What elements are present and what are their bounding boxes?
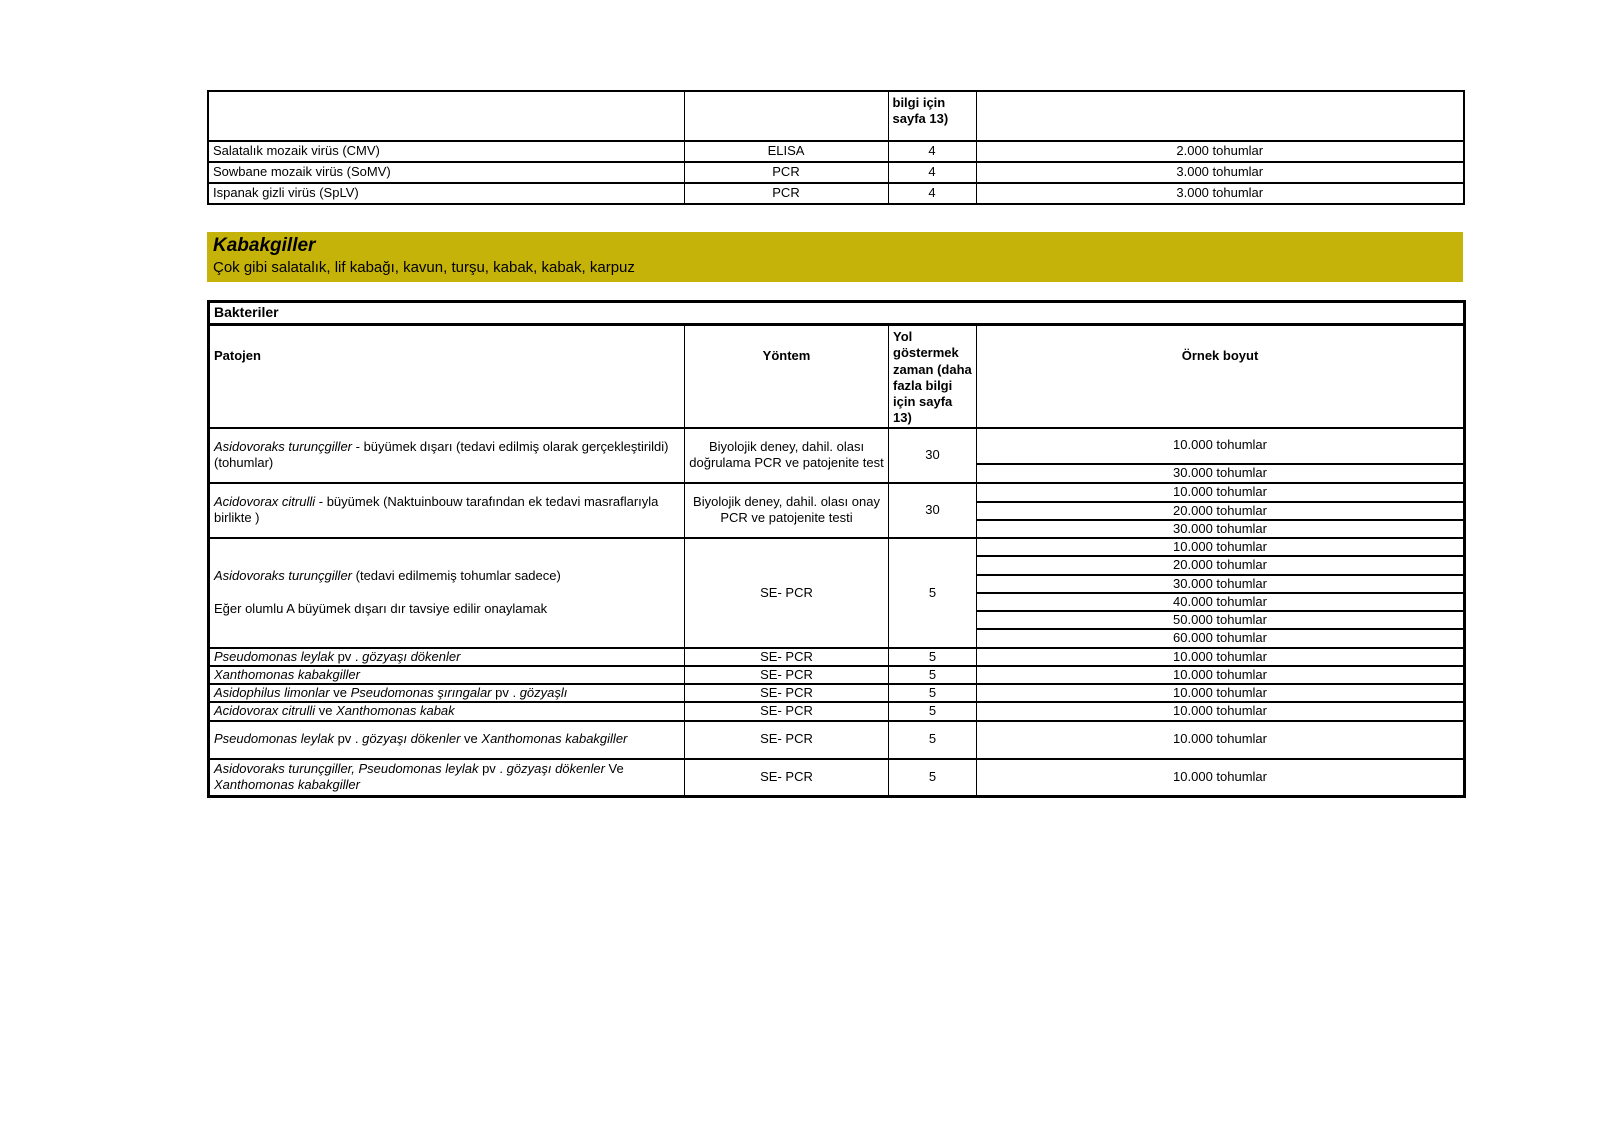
species-name: Acidovorax citrulli [214,703,316,719]
time-cell: 4 [888,183,976,204]
species-name: Xanthomonas kabakgiller [214,666,360,682]
bacteria-row [209,721,1465,759]
pathogen-cell [209,483,685,539]
method-column-header: Yöntem [685,325,889,428]
bacteria-row [209,684,1465,702]
sample-size-cell: 20.000 tohumlar [977,502,1465,520]
sample-header-cell-empty [976,91,1464,141]
plain-text: ve [329,685,351,700]
bacteria-row [209,759,1465,797]
pathogen-cell [209,684,685,702]
sample-cell: 3.000 tohumlar [976,162,1464,183]
bacteria-row [209,648,1465,666]
sample-size-cell: 30.000 tohumlar [977,520,1465,538]
virus-table [207,90,1465,205]
sample-size-cell: 40.000 tohumlar [977,593,1465,611]
pathogen-cell [209,721,685,759]
species-name: Xanthomonas kabakgiller [214,777,360,793]
method-cell: Biyolojik deney, dahil. olası doğrulama PCR ve patojenite test [685,428,889,483]
time-cell: 5 [889,684,977,702]
method-cell: SE- PCR [685,684,889,702]
plain-text: ve [460,731,482,747]
method-cell: SE- PCR [685,702,889,720]
sample-size-cell: 10.000 tohumlar [977,759,1465,797]
species-name: Acidovorax citrulli [214,494,319,509]
method-cell: SE- PCR [685,538,889,648]
method-cell: SE- PCR [685,759,889,797]
species-name: Pseudomonas leylak [214,648,334,664]
sample-size-cell: 10.000 tohumlar [977,428,1465,464]
pathogen-cell: Sowbane mozaik virüs (SoMV) [208,162,684,183]
pathogen-cell [209,759,685,797]
plain-text: pv . [333,648,363,664]
sample-column-header: Örnek boyut [977,325,1465,428]
bacteria-row [209,538,1465,556]
time-cell: 4 [888,162,976,183]
species-name: Asidophilus limonlar [214,685,330,700]
time-cell: 5 [889,702,977,720]
plain-text: - büyümek (Naktuinbouw tarafından ek tedavi masraflarıyla birlikte ) [214,494,659,526]
plain-text: pv . [478,761,507,776]
sample-size-cell: 10.000 tohumlar [977,721,1465,759]
bacteria-row [209,666,1465,684]
sample-size-cell: 10.000 tohumlar [977,483,1465,502]
bacteria-table-body [209,302,1465,797]
virus-row [208,141,1464,162]
pathogen-header-cell-empty [208,91,684,141]
plain-text: - büyümek dışarı (tedavi edilmiş olarak gerçekleştirildi) (tohumlar) [214,438,669,470]
pathogen-cell [209,666,685,684]
time-cell: 30 [889,428,977,483]
time-cell: 5 [889,666,977,684]
virus-row [208,183,1464,204]
species-name: gözyaşı dökenler [362,648,461,664]
pathogen-cell [209,428,685,483]
method-header-cell-empty [684,91,888,141]
species-name: Pseudomonas leylak [214,731,334,747]
pathogen-cell: Salatalık mozaik virüs (CMV) [208,141,684,162]
bacteria-row [209,428,1465,464]
time-cell: 5 [889,648,977,666]
pathogen-cell: Ispanak gizli virüs (SpLV) [208,183,684,204]
sample-size-cell: 10.000 tohumlar [977,702,1465,720]
section-band [207,232,1463,282]
sample-size-cell: 60.000 tohumlar [977,629,1465,647]
sample-size-cell: 30.000 tohumlar [977,575,1465,593]
species-name: gözyaşlı [519,685,568,700]
time-cell: 4 [888,141,976,162]
time-cell: 5 [889,538,977,648]
time-cell: 30 [889,483,977,539]
sample-size-cell: 50.000 tohumlar [977,611,1465,629]
bacteria-section-row [209,302,1465,325]
sample-size-cell: 10.000 tohumlar [977,648,1465,666]
species-name: Pseudomonas şırıngalar [350,685,492,700]
time-cell: 5 [889,721,977,759]
sample-size-cell: 20.000 tohumlar [977,556,1465,574]
method-cell: PCR [684,162,888,183]
time-cell: 5 [889,759,977,797]
bacteria-table [207,300,1466,798]
species-name: Asidovoraks turunçgiller [214,438,356,454]
species-name: gözyaşı dökenler [506,761,605,776]
method-cell: SE- PCR [685,721,889,759]
section-subtitle: Çok gibi salatalık, lif kabağı, kavun, turşu, kabak, kabak, karpuz [213,258,635,276]
time-column-header: Yol göstermek zaman (daha fazla bilgi için sayfa 13) [889,325,977,428]
bacteria-section-title: Bakteriler [209,302,1465,325]
sample-cell: 2.000 tohumlar [976,141,1464,162]
sample-cell: 3.000 tohumlar [976,183,1464,204]
plain-text: pv . [333,731,363,747]
sample-size-cell: 10.000 tohumlar [977,666,1465,684]
sample-size-cell: 10.000 tohumlar [977,684,1465,702]
method-cell: SE- PCR [685,648,889,666]
species-name: gözyaşı dökenler [362,731,461,747]
method-cell: PCR [684,183,888,204]
method-cell: SE- PCR [685,666,889,684]
virus-row [208,162,1464,183]
pathogen-cell [209,538,685,648]
species-name: Asidovoraks turunçgiller [214,568,353,584]
bacteria-header-row [209,325,1465,428]
method-cell: Biyolojik deney, dahil. olası onay PCR ve patojenite testi [685,483,889,539]
bacteria-row [209,483,1465,502]
sample-size-cell: 10.000 tohumlar [977,538,1465,556]
pathogen-cell [209,648,685,666]
species-name: Xanthomonas kabakgiller [481,731,628,747]
virus-table-partial-header-row [208,91,1464,141]
plain-text: pv . [491,685,520,700]
bacteria-row [209,702,1465,720]
plain-text: Ve [604,761,624,776]
sample-size-cell: 30.000 tohumlar [977,464,1465,483]
plain-text: (tedavi edilmemiş tohumlar sadece) [352,568,561,584]
species-name: Asidovoraks turunçgiller, Pseudomonas leylak [214,761,479,776]
time-header-partial-cell: bilgi için sayfa 13) [888,91,976,141]
species-name: Xanthomonas kabak [336,703,455,719]
section-title: Kabakgiller [213,235,316,256]
method-cell: ELISA [684,141,888,162]
pathogen-cell [209,702,685,720]
plain-text: Eğer olumlu A büyümek dışarı dır tavsiye edilir onaylamak [214,600,548,616]
pathogen-column-header: Patojen [209,325,685,428]
virus-table-body [208,91,1464,204]
plain-text: ve [315,703,337,719]
